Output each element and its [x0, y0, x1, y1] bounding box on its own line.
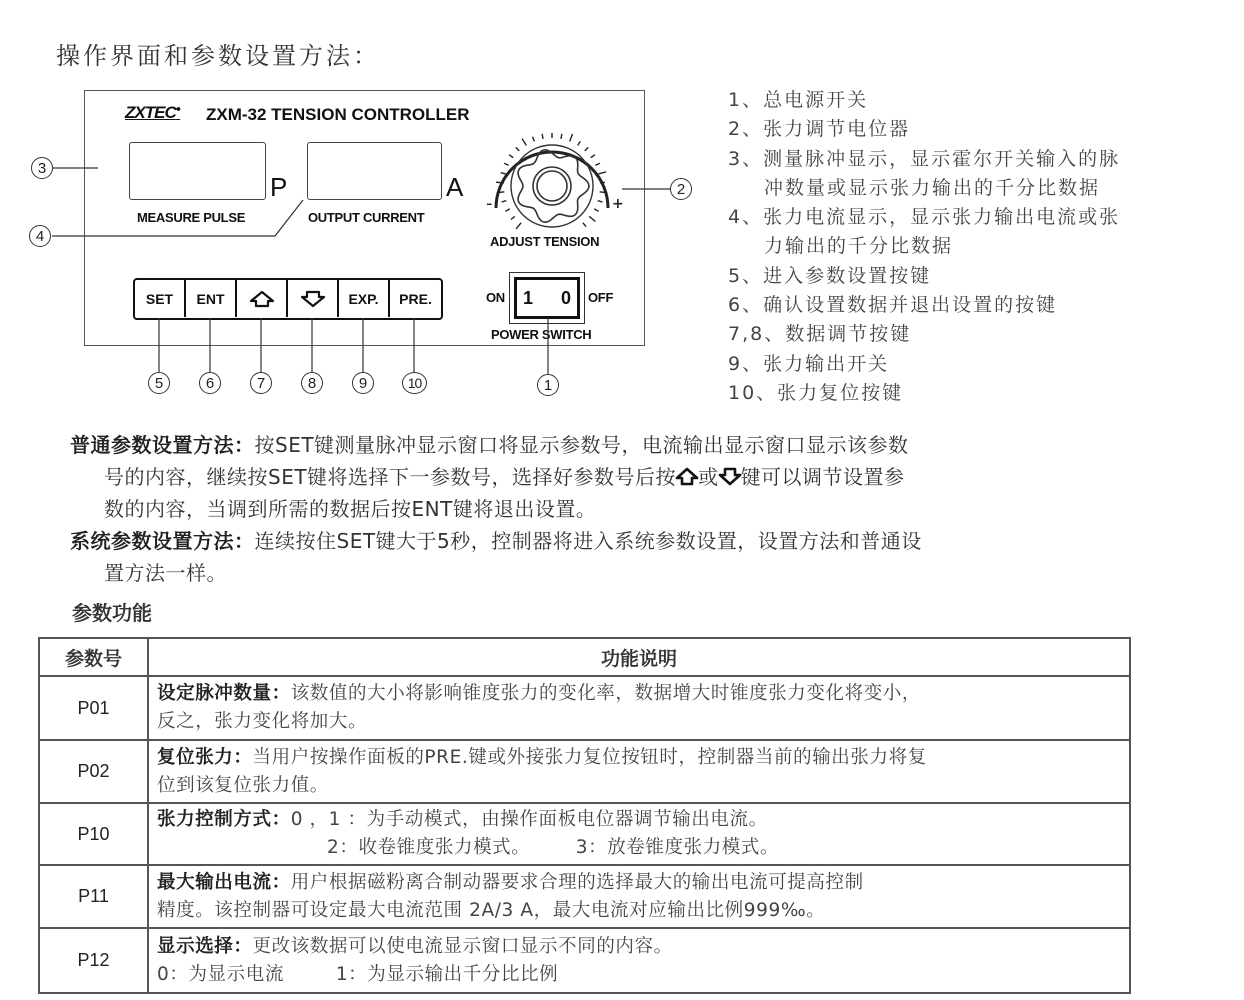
measure-pulse-unit: P [270, 172, 288, 202]
leader-lines [0, 0, 720, 420]
normal-setup-heading: 普通参数设置方法： [70, 433, 255, 457]
param-code: P11 [39, 865, 148, 928]
table-row [39, 740, 1130, 803]
power-switch-label: POWER SWITCH [491, 327, 592, 342]
brand-logo: ZXTEC● [125, 103, 181, 122]
param-title: 复位张力： [157, 746, 253, 768]
normal-setup-text: 或 [698, 465, 719, 489]
page-title: 操作界面和参数设置方法： [56, 42, 380, 70]
param-text: 位到该复位张力值。 [157, 774, 329, 796]
param-text: 反之，张力变化将加大。 [157, 711, 368, 732]
component-legend [728, 86, 1120, 408]
callout-4: 4 [29, 225, 51, 247]
ent-button[interactable]: ENT [186, 280, 237, 317]
param-description [148, 803, 1130, 865]
parameter-table [38, 637, 1131, 994]
legend-item: 7,8、数据调节按键 [728, 323, 912, 346]
legend-item: 4、张力电流显示，显示张力输出电流或张 [728, 206, 1121, 229]
switch-on-label: ON [486, 290, 505, 305]
normal-setup-text: 按SET键测量脉冲显示窗口将显示参数号，电流输出显示窗口显示该参数 [254, 433, 909, 457]
header-description: 功能说明 [148, 638, 1130, 676]
leader-4 [52, 200, 303, 236]
legend-item-continued: 冲数量或显示张力输出的千分比数据 [764, 176, 1101, 199]
switch-off-label: OFF [588, 290, 614, 305]
output-current-label: OUTPUT CURRENT [308, 210, 425, 225]
section-title: 参数功能 [72, 601, 152, 625]
knob-minus-label: - [486, 193, 493, 214]
param-title: 显示选择： [157, 935, 253, 957]
arrow-up-icon [676, 468, 698, 486]
param-code: P01 [39, 676, 148, 740]
system-setup-text: 置方法一样。 [104, 561, 227, 585]
callout-8: 8 [301, 372, 323, 394]
param-title: 设定脉冲数量： [157, 683, 291, 704]
param-text: 该数值的大小将影响锥度张力的变化率，数据增大时锥度张力变化将变小， [290, 683, 922, 704]
callout-6: 6 [199, 372, 221, 394]
param-code: P12 [39, 928, 148, 993]
param-text: 0：为显示电流 1：为显示输出千分比比例 [157, 963, 559, 985]
callout-1: 1 [537, 374, 559, 396]
param-text: 0 ，1 ：为手动模式，由操作面板电位器调节输出电流。 [290, 809, 768, 830]
system-setup-heading: 系统参数设置方法： [70, 529, 255, 553]
output-current-unit: A [446, 172, 464, 202]
callout-3: 3 [31, 157, 53, 179]
knob-label: ADJUST TENSION [490, 234, 600, 249]
callout-2: 2 [670, 178, 692, 200]
knob-plus-label: + [612, 196, 624, 212]
system-setup-paragraph [70, 525, 922, 589]
param-description [148, 740, 1130, 803]
normal-setup-text: 号的内容，继续按SET键将选择下一参数号，选择好参数号后按 [104, 465, 677, 489]
set-button[interactable]: SET [135, 280, 186, 317]
legend-item: 5、进入参数设置按键 [728, 264, 932, 287]
param-text: 当用户按操作面板的PRE.键或外接张力复位按钮时，控制器当前的输出张力将复 [252, 746, 927, 768]
pre-button[interactable]: PRE. [399, 290, 432, 307]
table-row [39, 928, 1130, 993]
table-row [39, 865, 1130, 928]
model-name: ZXM-32 TENSION CONTROLLER [206, 105, 470, 124]
param-code: P10 [39, 803, 148, 865]
legend-item: 2、张力调节电位器 [728, 118, 911, 141]
legend-item: 9、张力输出开关 [728, 352, 890, 375]
param-text: 用户根据磁粉离合制动器要求合理的选择最大的输出电流可提高控制 [290, 871, 864, 893]
callout-5: 5 [148, 372, 170, 394]
legend-item: 1、总电源开关 [728, 89, 869, 111]
legend-item: 10、张力复位按键 [728, 381, 904, 404]
callout-9: 9 [352, 372, 374, 394]
param-description [148, 928, 1130, 993]
table-row [39, 803, 1130, 865]
switch-on-mark: 1 [523, 287, 534, 308]
param-description [148, 865, 1130, 928]
param-title: 最大输出电流： [157, 871, 291, 893]
table-row [39, 676, 1130, 740]
callout-10: 10 [402, 372, 427, 394]
table-header-row [39, 638, 1130, 676]
param-text: 2：收卷锥度张力模式。 3：放卷锥度张力模式。 [327, 837, 780, 858]
legend-item-continued: 力输出的千分比数据 [764, 235, 954, 258]
normal-setup-paragraph [70, 429, 909, 525]
normal-setup-text: 数的内容，当调到所需的数据后按ENT键将退出设置。 [104, 497, 597, 521]
exp-button[interactable]: EXP. [339, 280, 390, 317]
arrow-down-icon [719, 468, 741, 486]
system-setup-text: 连续按住SET键大于5秒，控制器将进入系统参数设置，设置方法和普通设 [254, 529, 922, 553]
param-description [148, 676, 1130, 740]
param-title: 张力控制方式： [157, 809, 291, 830]
param-text: 精度。该控制器可设定最大电流范围 2A/3 A，最大电流对应输出比例999‰。 [157, 899, 826, 921]
param-code: P02 [39, 740, 148, 803]
legend-item: 3、测量脉冲显示，显示霍尔开关输入的脉 [728, 147, 1121, 170]
normal-setup-text: 键可以调节设置参 [740, 465, 905, 489]
callout-7: 7 [250, 372, 272, 394]
header-param-code: 参数号 [39, 638, 148, 676]
switch-off-mark: 0 [560, 287, 571, 308]
param-text: 更改该数据可以使电流显示窗口显示不同的内容。 [252, 935, 673, 957]
legend-item: 6、确认设置数据并退出设置的按键 [728, 294, 1058, 317]
measure-pulse-label: MEASURE PULSE [137, 210, 246, 225]
